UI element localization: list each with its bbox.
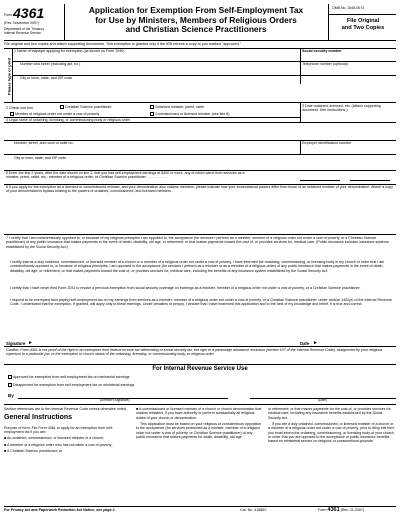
instructions-col3: or retirement; or that makes payments for the cost of, or provides services for, medical care, including any insurance benefits established by the Social Security Act. If you are a duly ordained, commissioned, or licensed minister of a church or a member of a religious order not under a vow of poverty, prior to filing this form you must inform the ordaining, commissioning, or licensing body of your church or order that you are opposed to the acceptance of public insurance benefits based on ministerial service on religious or conscientious grounds.	[268, 407, 395, 444]
option-christian-science[interactable]: Christian Science practitioner	[60, 105, 112, 109]
checkbox[interactable]	[10, 112, 14, 116]
option-ordained[interactable]: Ordained minister, priest, rabbi	[150, 105, 204, 109]
irs-date-label: (Date)	[318, 398, 327, 402]
agency: Internal Revenue Service	[4, 31, 42, 35]
catalog-number: Cat. No. 41586V	[240, 508, 267, 512]
signature-input[interactable]	[34, 338, 264, 346]
irs-use-title: For Internal Revenue Service Use	[152, 366, 248, 372]
form-number: 4361	[13, 5, 45, 21]
line4-label: 4 Legal name of ordaining, licensing, or commissioning body or religious order	[6, 118, 131, 122]
option-member[interactable]: Member of religious order not under a vow of poverty	[10, 112, 99, 116]
line6-input[interactable]	[6, 199, 394, 233]
irs-disapproved-option[interactable]: Disapproved for exemption from self-employment tax on ministerial earnings	[8, 383, 134, 387]
form-title: Application for Exemption From Self-Employment Tax for Use by Ministers, Members of Religious Orders and Christian Science Practitioners	[88, 5, 304, 34]
checkbox[interactable]	[8, 383, 12, 387]
general-instructions-heading: General Instructions	[4, 414, 73, 422]
form-label: Form	[4, 13, 13, 17]
line7-para4: I request to be exempted from paying self-employment tax on my earnings from services as a minister, member of a religious order not under a vow of poverty, or a Christian Science practitioner, under section 1402(e) of the Internal Revenue Code. I understand that the exemption, if granted, will apply only to these earnings. Under penalties of perjury, I declare that I have examined this application and to the best of my knowledge and belief, it is true and correct.	[10, 298, 392, 307]
ein-label: Employer identification number	[302, 141, 352, 145]
irs-approved-option[interactable]: Approved for exemption from self-employment tax on ministerial earnings	[8, 375, 129, 379]
address-input[interactable]	[14, 66, 300, 74]
address-label: Number and street (including apt. no.)	[20, 62, 81, 66]
line2-label: 2 Check one box:	[6, 106, 34, 110]
checkbox[interactable]	[150, 112, 154, 116]
phone-input[interactable]	[302, 66, 396, 74]
form-revision: (Rev. November 2007)	[4, 21, 40, 25]
director-sig-label: (Director's signature)	[100, 398, 130, 402]
line6-label: 6 If you apply for the exemption as a licensed or commissioned minister, and your denomination also ordains ministers, please indicate how your ecclesiastical powers differ from those of an ordained minister of your denomination. Attach a copy of your denomination's bylaws relating to the powers of ordained, commissioned, and licensed ministers.	[6, 185, 393, 194]
taxpayer-name-input[interactable]	[14, 53, 300, 61]
checkbox[interactable]	[8, 375, 12, 379]
ssn-input[interactable]	[302, 53, 396, 61]
checkbox[interactable]	[150, 105, 154, 109]
line7-para1: 7 I certify that I am conscientiously opposed to, or because of my religious principles I am opposed to, the acceptance (for services I perform as a minister, member of a religious order not under a vow of poverty, or a Christian Science practitioner) of any public insurance that makes payments in the event of death, disability, old age, or retirement; or that makes payments toward the cost of, or provides services for, medical care. (Public insurance includes insurance systems established by the Social Security Act.)	[6, 236, 389, 249]
line7-para3: I certify that I have never filed Form 2031 to revoke a previous exemption from social security coverage on earnings as a minister, member of a religious order not under a vow of poverty, or a Christian Science practitioner.	[10, 286, 361, 290]
file-instruction: File Original and Two Copies	[341, 18, 385, 31]
department: Department of the Treasury	[4, 27, 45, 31]
footer-notice: For Privacy Act and Paperwork Reduction Act Notice, see page 2.	[4, 508, 116, 512]
signature-label: Signature	[6, 341, 26, 346]
ssn-label: Social security number	[302, 49, 342, 53]
instructions-col2: ■ A commissioned or licensed minister of a church or church denomination that ordains ministers, if you have authority to perform substantially all religious duties of your church or denomination. This application must be based on your religious or conscientious opposition to the acceptance (for services performed as a minister, member of a religious order not under a vow of poverty, or Christian Science practitioner) of any public insurance that makes payments for death, disability, old age,	[136, 407, 262, 439]
line7-para2: I certify that as a duly ordained, commissioned, or licensed minister of a church or a member of a religious order not under a vow of poverty, I have informed the ordaining, commissioning, or licensing body of my church or order that I am conscientiously opposed to, or because of religious principles, I am opposed to the acceptance (for services I perform as a minister or as a member of a religious order) of any public insurance that makes payments in the event of death, disability, old age, or retirement; or that makes payments toward the cost of, or provides services for, medical care, including the benefits of any insurance system established by the Social Security Act.	[10, 260, 385, 273]
sidebar-label: Please type or print	[6, 57, 12, 95]
line3-label: 3 Date ordained, licensed, etc. (Attach supporting document. See instructions.)	[302, 104, 381, 113]
by-label: By	[8, 393, 14, 398]
caution-text: Caution: Form 4361 is not proof of the right to an exemption from federal income tax withholding or social security tax, the right to a parsonage allowance exclusion (section 107 of the Internal Revenue Code), assignment by your religious superiors to a particular job, or the exemption or church status of the ordaining, licensing, or commissioning body, or religious order.	[6, 348, 383, 357]
signature-arrow-icon: ►	[28, 339, 33, 346]
line1-label: 1 Name of taxpayer applying for exemption (as shown on Form 1040)	[14, 49, 125, 53]
checkbox[interactable]	[60, 105, 64, 109]
city-input[interactable]	[14, 80, 300, 88]
city2-label: City or town, state, and ZIP code	[14, 156, 67, 160]
omb-number: OMB No. 1545-0074	[332, 6, 365, 10]
date-input[interactable]	[320, 338, 396, 346]
ordaining-body-input[interactable]	[6, 123, 396, 140]
instructions-col1: Section references are to the Internal Revenue Code unless otherwise noted. General Instructions Purpose of form. File Form 4361 to apply for an exemption from self-employment tax if you are: ■ An ordained, commissioned, or licensed minister of a church; ■ A member of a religious order who has not taken a vow of poverty; ■ A Christian Science practitioner; or	[4, 407, 130, 453]
date-label: Date	[300, 341, 310, 346]
date-arrow-icon: ►	[313, 339, 318, 346]
phone-label: Telephone number (optional)	[302, 62, 348, 66]
street-label: Number, street, and room or suite no.	[14, 141, 74, 145]
footer-form-id: Form 4361 (Rev. 11-2007)	[318, 507, 365, 513]
line5-label: 5 Enter the first 2 years, after the date shown on line 3, that you had self-employment earnings of $400 or more, any of which came from services as a minister, priest, rabbi, etc.; member of a religious order; or Christian Science practitioner . . . . . . . . . . .	[6, 171, 245, 180]
header-note: File original and two copies and attach supporting documents. This exemption is granted only if the IRS returns a copy to you marked "approved."	[4, 42, 242, 46]
city-label: City or town, state, and ZIP code	[20, 76, 73, 80]
option-commissioned[interactable]: Commissioned or licensed minister (see line 6)	[150, 112, 230, 116]
